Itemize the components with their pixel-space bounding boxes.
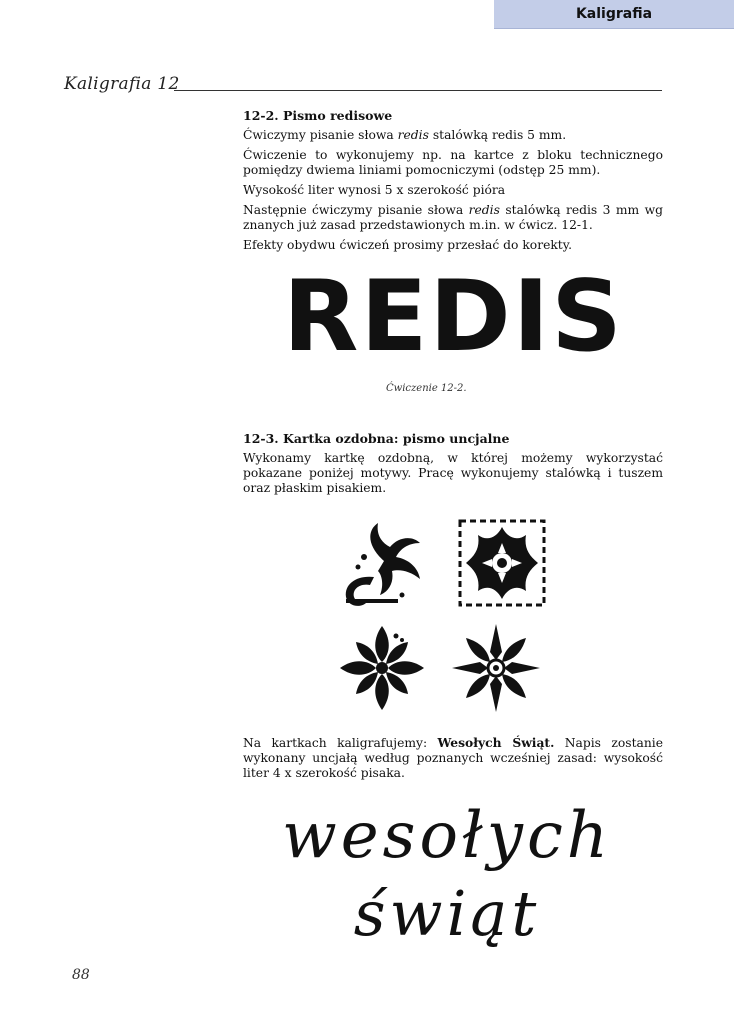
figure-caption: Ćwiczenie 12-2. [386, 383, 467, 394]
section-heading: 12-3. Kartka ozdobna: pismo uncjalne [243, 431, 510, 446]
uncial-line-2: świąt [353, 877, 541, 950]
text: stalówką redis 5 mm. [428, 128, 567, 142]
paragraph [243, 735, 663, 781]
text: Na kartkach kaligrafujemy: [243, 736, 438, 750]
redis-sample-word: REDIS [283, 260, 624, 374]
section-tab-label: Kaligrafia [575, 6, 653, 22]
square-knot-ornament-icon [456, 517, 548, 609]
paragraph: Wysokość liter wynosi 5 x szerokość pióra [243, 183, 506, 197]
paragraph: Ćwiczenie to wykonujemy np. na kartce z bloku technicznego pomiędzy dwiema liniami pomocniczymi (odstęp 25 mm). [243, 148, 663, 177]
text: Napis zostanie wykonany uncjałą według poznanych wcześniej zasad: wysokość liter 4 x szerokość pisaka. [243, 736, 663, 780]
text: Następnie ćwiczymy pisanie słowa [243, 203, 469, 217]
text: stalówką redis 3 mm wg znanych już zasad przedstawionych m.in. w ćwicz. 12-1. [243, 203, 663, 232]
section-heading: 12-2. Pismo redisowe [243, 108, 393, 123]
chapter-header [64, 74, 662, 96]
flourish-ornament-icon [338, 517, 430, 609]
page-number: 88 [72, 967, 90, 983]
italic-term: redis [468, 203, 500, 217]
text: Ćwiczymy pisanie słowa [243, 128, 398, 142]
paragraph [243, 203, 663, 233]
four-petal-ornament-icon [336, 622, 428, 714]
section-uncial-card [243, 431, 663, 501]
section-redis [243, 108, 663, 258]
section-greeting [243, 735, 663, 786]
paragraph: Efekty obydwu ćwiczeń prosimy przesłać do korekty. [243, 238, 572, 252]
paragraph [243, 128, 663, 143]
bold-phrase: Wesołych Świąt. [437, 735, 555, 750]
chapter-rule [174, 90, 662, 91]
star-flower-ornament-icon [450, 622, 542, 714]
uncial-line-1: wesołych [282, 799, 612, 873]
italic-term: redis [397, 128, 429, 142]
chapter-title: Kaligrafia 12 [64, 74, 180, 94]
paragraph: Wykonamy kartkę ozdobną, w której możemy wykorzystać pokazane poniżej motywy. Pracę wykonujemy stalówką i tuszem oraz płaskim pisakiem. [243, 451, 663, 495]
section-tab [494, 0, 734, 29]
